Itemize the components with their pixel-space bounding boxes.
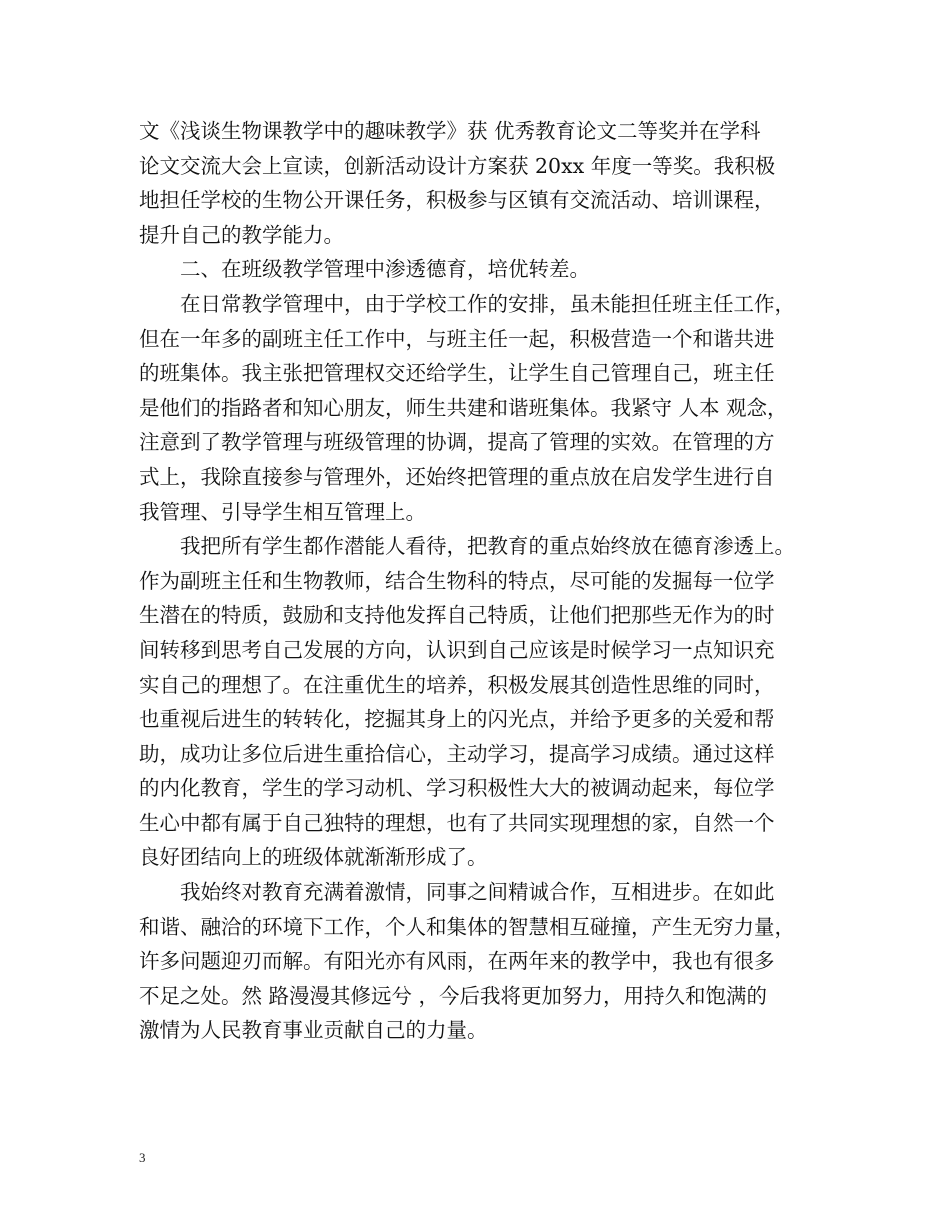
- text-line: 提升自己的教学能力。: [139, 222, 344, 247]
- text-line: 实自己的理想了。在注重优生的培养，积极发展其创造性思维的同时，: [139, 672, 775, 697]
- page-number: 3: [139, 1150, 146, 1165]
- text-line: 不足之处。然 路漫漫其修远兮 ，今后我将更加努力，用持久和饱满的: [139, 983, 768, 1008]
- text-line: 我管理、引导学生相互管理上。: [139, 499, 426, 524]
- text-line: 我始终对教育充满着激情，同事之间精诚合作，互相进步。在如此: [180, 880, 775, 905]
- text-line: 的班集体。我主张把管理权交还给学生，让学生自己管理自己，班主任: [139, 361, 775, 386]
- text-line: 论文交流大会上宣读，创新活动设计方案获 20xx 年度一等奖。我积极: [139, 153, 776, 178]
- text-line: 二、在班级教学管理中渗透德育，培优转差。: [180, 257, 590, 282]
- body-text: [139, 114, 829, 1048]
- text-line: 生心中都有属于自己独特的理想，也有了共同实现理想的家，自然一个: [139, 810, 775, 835]
- text-line: 也重视后进生的转转化，挖掘其身上的闪光点，并给予更多的关爱和帮: [139, 707, 775, 732]
- text-line: 但在一年多的副班主任工作中，与班主任一起，积极营造一个和谐共进: [139, 326, 775, 351]
- text-line: 式上，我除直接参与管理外，还始终把管理的重点放在启发学生进行自: [139, 464, 775, 489]
- text-line: 文《浅谈生物课教学中的趣味教学》获 优秀教育论文二等奖并在学科: [139, 119, 761, 143]
- text-line: 是他们的指路者和知心朋友，师生共建和谐班集体。我紧守 人本 观念，: [139, 395, 788, 420]
- text-line: 和谐、融洽的环境下工作，个人和集体的智慧相互碰撞，产生无穷力量，: [139, 914, 795, 939]
- text-line: 注意到了教学管理与班级管理的协调，提高了管理的实效。在管理的方: [139, 430, 775, 455]
- text-line: 生潜在的特质，鼓励和支持他发挥自己特质，让他们把那些无作为的时: [139, 603, 775, 628]
- text-line: 良好团结向上的班级体就渐渐形成了。: [139, 845, 488, 870]
- text-line: 作为副班主任和生物教师，结合生物科的特点，尽可能的发掘每一位学: [139, 568, 775, 593]
- text-line: 间转移到思考自己发展的方向，认识到自己应该是时候学习一点知识充: [139, 637, 775, 662]
- text-line: 助，成功让多位后进生重拾信心，主动学习，提高学习成绩。通过这样: [139, 741, 775, 766]
- text-line: 的内化教育，学生的学习动机、学习积极性大大的被调动起来，每位学: [139, 776, 775, 801]
- text-line: 我把所有学生都作潜能人看待，把教育的重点始终放在德育渗透上。: [180, 534, 795, 559]
- text-line: 许多问题迎刃而解。有阳光亦有风雨，在两年来的教学中，我也有很多: [139, 949, 775, 974]
- text-line: 地担任学校的生物公开课任务，积极参与区镇有交流活动、培训课程，: [139, 188, 775, 213]
- text-line: 激情为人民教育事业贡献自己的力量。: [139, 1018, 488, 1043]
- text-line: 在日常教学管理中，由于学校工作的安排，虽未能担任班主任工作，: [180, 291, 795, 316]
